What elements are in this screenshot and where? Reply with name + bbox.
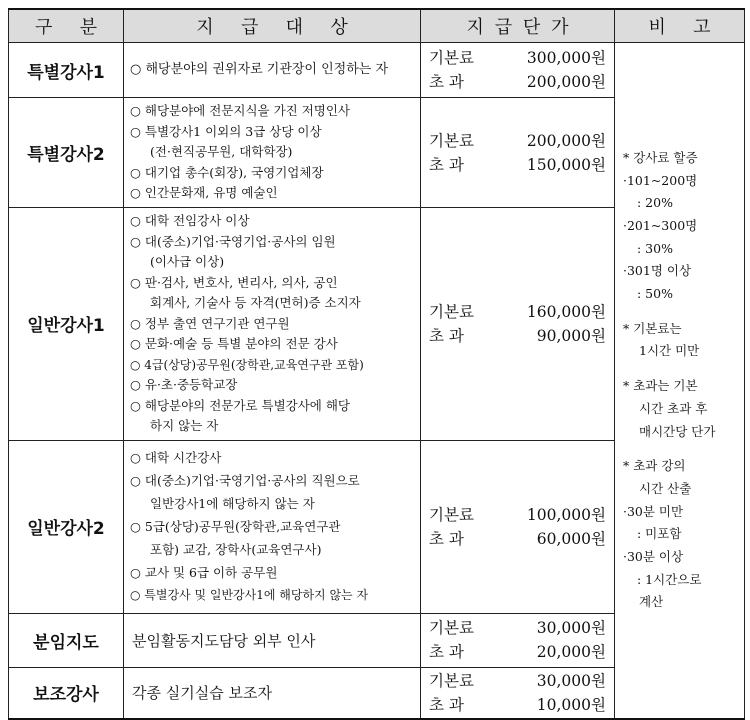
targets-cell — [124, 667, 421, 719]
over-value: 20,000원 — [536, 643, 606, 661]
target-line: ○ 해당분야의 권위자로 기관장이 인정하는 자 — [130, 61, 389, 77]
pay-cell — [421, 667, 615, 719]
target-line: ○ 정부 출연 연구기관 연구원 — [130, 315, 290, 331]
remark-line: 시간 초과 후 — [639, 400, 708, 416]
targets-cell — [124, 440, 421, 613]
category-cell: 일반강사2 — [9, 440, 124, 613]
pay-base-row — [429, 503, 606, 527]
remark-line: : 1시간으로 — [637, 571, 702, 587]
target-line: ○ 대학 전임강사 이상 — [130, 213, 250, 228]
base-value: 160,000원 — [526, 302, 606, 321]
base-value: 200,000원 — [526, 131, 606, 150]
remark-line: ·30분 미만 — [623, 503, 684, 519]
pay-base-row — [429, 46, 606, 70]
remark-line: 매시간당 단가 — [639, 423, 716, 439]
base-label: 기본료 — [429, 619, 474, 637]
over-label: 초 과 — [429, 529, 464, 548]
targets-cell — [124, 613, 421, 667]
target-line: ○ 해당분야에 전문지식을 가진 저명인사 — [130, 103, 351, 119]
remark-line: 계산 — [639, 594, 664, 610]
pay-cell — [421, 440, 615, 613]
target-line: 회계사, 기술사 등 자격(면허)증 소지자 — [150, 295, 361, 310]
header-remarks: 비 고 — [615, 9, 745, 43]
base-value: 30,000원 — [536, 619, 606, 637]
target-line: (이사급 이상) — [150, 254, 225, 269]
base-value: 100,000원 — [526, 505, 606, 524]
over-value: 90,000원 — [536, 326, 606, 345]
category-cell: 특별강사1 — [9, 43, 124, 98]
over-label: 초 과 — [429, 326, 464, 345]
spacer — [623, 306, 740, 318]
target-line: ○ 특별강사1 이외의 3급 상당 이상 — [130, 123, 322, 139]
targets-cell — [124, 43, 421, 98]
base-label: 기본료 — [429, 505, 474, 524]
spacer — [623, 443, 740, 455]
over-label: 초 과 — [429, 643, 464, 661]
remark-line: * 초과 강의 — [623, 458, 686, 474]
target-line: ○ 판·검사, 변호사, 변리사, 의사, 공인 — [130, 274, 338, 290]
remark-line: * 기본료는 — [623, 320, 682, 336]
over-value: 60,000원 — [536, 529, 606, 548]
base-label: 기본료 — [429, 671, 474, 690]
spacer — [623, 363, 740, 375]
over-label: 초 과 — [429, 73, 464, 91]
target-line: ○ 인간문화재, 유명 예술인 — [130, 185, 278, 201]
remark-line: * 초과는 기본 — [623, 378, 698, 394]
target-line: ○ 교사 및 6급 이하 공무원 — [130, 565, 278, 580]
target-line: ○ 문화·예술 등 특별 분야의 전문 강사 — [130, 336, 338, 351]
remark-line: 시간 산출 — [639, 480, 692, 496]
target-line: 각종 실기실습 보조자 — [132, 684, 272, 703]
pay-cell — [421, 613, 615, 667]
remark-line: ·201~300명 — [623, 217, 698, 233]
header-target: 지 급 대 상 — [124, 9, 421, 43]
over-label: 초 과 — [429, 695, 464, 714]
remark-line: : 20% — [637, 195, 673, 211]
target-line: 일반강사1에 해당하지 않는 자 — [150, 496, 315, 511]
target-line: ○ 특별강사 및 일반강사1에 해당하지 않는 자 — [130, 588, 369, 602]
lecturer-fee-table — [8, 8, 745, 720]
category-cell: 보조강사 — [9, 667, 124, 719]
remarks-cell — [615, 43, 745, 720]
base-label: 기본료 — [429, 49, 474, 67]
over-value: 200,000원 — [526, 73, 606, 91]
target-line: ○ 유·초·중등학교장 — [130, 377, 238, 392]
over-value: 10,000원 — [536, 695, 606, 714]
over-value: 150,000원 — [526, 155, 606, 174]
target-line: 분임활동지도담당 외부 인사 — [132, 631, 316, 650]
pay-over-row — [429, 153, 606, 177]
targets-cell — [124, 98, 421, 208]
target-line: (전·현직공무원, 대학학장) — [150, 144, 293, 160]
pay-over-row — [429, 527, 606, 551]
base-value: 30,000원 — [536, 671, 606, 690]
category-cell: 일반강사1 — [9, 208, 124, 441]
lecturer-fee-table-wrapper — [8, 8, 744, 720]
pay-over-row — [429, 324, 606, 348]
category-cell: 분임지도 — [9, 613, 124, 667]
remark-line: * 강사료 할증 — [623, 149, 698, 165]
remark-line: 1시간 미만 — [639, 343, 700, 359]
remark-line: : 30% — [637, 240, 673, 256]
pay-over-row — [429, 70, 606, 94]
header-unit-price: 지급단가 — [421, 9, 615, 43]
category-cell: 특별강사2 — [9, 98, 124, 208]
header-category: 구 분 — [9, 9, 124, 43]
target-line: ○ 4급(상당)공무원(장학관,교육연구관 포함) — [130, 357, 364, 372]
targets-cell — [124, 208, 421, 441]
pay-cell — [421, 43, 615, 98]
remark-line: : 미포함 — [637, 526, 682, 542]
target-line: ○ 대(중소)기업·국영기업·공사의 임원 — [130, 233, 336, 249]
pay-base-row — [429, 616, 606, 640]
remark-line: ·101~200명 — [623, 172, 698, 188]
base-label: 기본료 — [429, 302, 474, 321]
pay-cell — [421, 208, 615, 441]
over-label: 초 과 — [429, 155, 464, 174]
target-line: 하지 않는 자 — [150, 418, 219, 433]
pay-over-row — [429, 640, 606, 664]
header-row — [9, 9, 745, 43]
remark-line: ·301명 이상 — [623, 263, 692, 279]
pay-over-row — [429, 693, 606, 717]
pay-base-row — [429, 129, 606, 153]
target-line: ○ 해당분야의 전문가로 특별강사에 해당 — [130, 397, 351, 413]
target-line: ○ 대기업 총수(회장), 국영기업체장 — [130, 164, 324, 180]
remark-line: : 50% — [637, 286, 673, 302]
target-line: ○ 대학 시간강사 — [130, 450, 222, 465]
target-line: 포함) 교감, 장학사(교육연구사) — [150, 542, 322, 557]
base-label: 기본료 — [429, 131, 474, 150]
pay-cell — [421, 98, 615, 208]
target-line: ○ 대(중소)기업·국영기업·공사의 직원으로 — [130, 473, 360, 488]
table-row — [9, 43, 745, 98]
target-line: ○ 5급(상당)공무원(장학관,교육연구관 — [130, 519, 341, 534]
base-value: 300,000원 — [526, 49, 606, 67]
pay-base-row — [429, 300, 606, 324]
remark-line: ·30분 이상 — [623, 549, 684, 565]
pay-base-row — [429, 669, 606, 693]
